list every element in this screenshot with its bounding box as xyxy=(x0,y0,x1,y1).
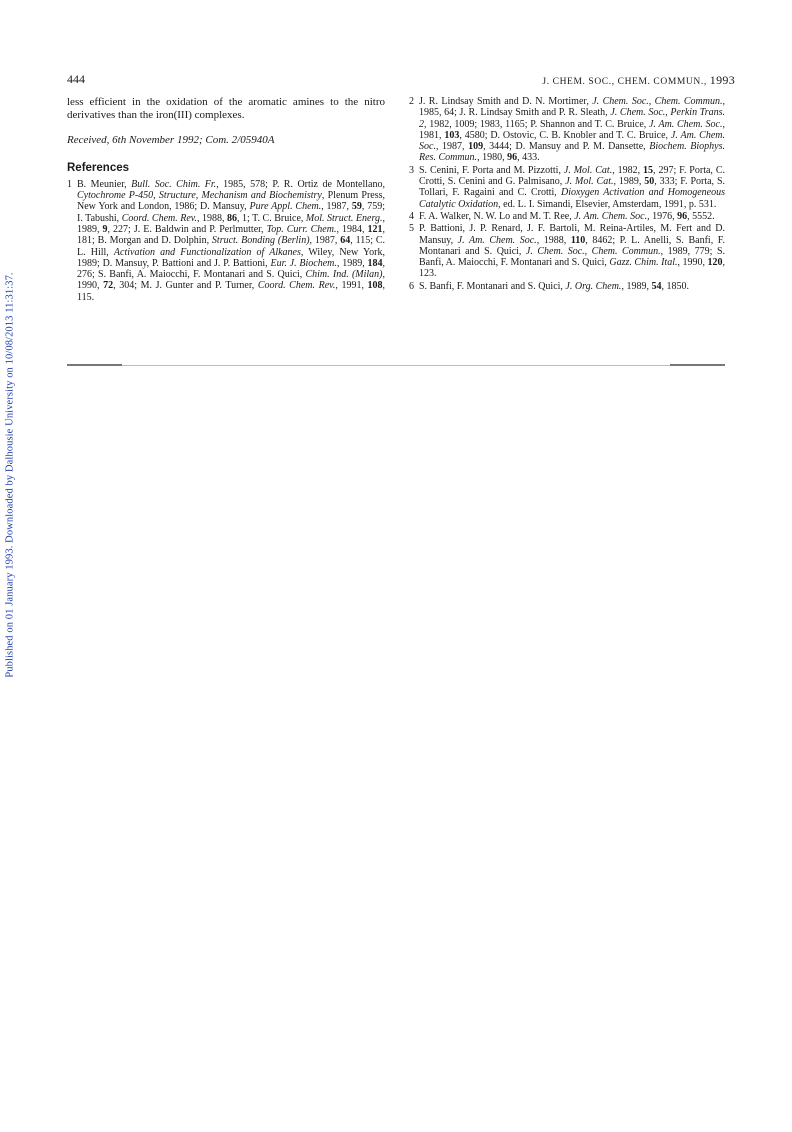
journal-title: J. Chem. Soc., Chem. Commun. xyxy=(592,96,723,107)
page-number: 444 xyxy=(67,72,85,86)
journal-title: J. Am. Chem. Soc. xyxy=(648,118,723,130)
reference-text: , 1982, 1009; 1983, 1165; P. Shannon and T. C. Bruice, xyxy=(424,118,649,130)
journal-title: J. Am. Chem. Soc. xyxy=(574,210,648,222)
journal-title: J. Chem. Soc., Perkin Trans. 2 xyxy=(419,107,726,130)
volume-number: 103 xyxy=(444,129,460,141)
rule-mark-left xyxy=(67,364,122,366)
journal-title: Biochem. Biophys. Res. Commun. xyxy=(419,141,725,164)
reference-text: , 1; T. C. Bruice, xyxy=(237,212,306,224)
reference-text: , 115. xyxy=(77,280,386,303)
journal-year: 1993 xyxy=(709,73,735,87)
volume-number: 59 xyxy=(351,201,362,213)
reference-item xyxy=(409,96,725,164)
reference-text: , 759; I. Tabushi, xyxy=(77,201,385,224)
journal-title: Eur. J. Biochem. xyxy=(270,257,337,269)
reference-text: , 1989, xyxy=(336,257,368,269)
volume-number: 72 xyxy=(103,280,114,292)
journal-title: Struct. Bonding (Berlin) xyxy=(211,235,310,247)
volume-number: 121 xyxy=(367,223,383,235)
reference-text: P. Battioni, J. P. Renard, J. F. Bartoli, M. Reina-Artiles, M. Fert and D. Mansuy, xyxy=(419,223,725,246)
reference-item xyxy=(409,223,725,279)
reference-text: , 1984, xyxy=(336,223,368,235)
journal-title: J. Am. Chem. Soc. xyxy=(419,129,726,153)
reference-text: , 1991, xyxy=(335,280,368,292)
volume-number: 54 xyxy=(651,280,662,292)
journal-title: Gazz. Chim. Ital. xyxy=(609,257,678,269)
reference-text: , 1989, xyxy=(613,176,645,188)
volume-number: 86 xyxy=(227,212,238,224)
reference-text: B. Meunier, xyxy=(77,178,132,190)
reference-text: , 1987, xyxy=(309,235,341,247)
reference-item xyxy=(409,165,725,210)
volume-number: 15 xyxy=(643,164,654,176)
volume-number: 110 xyxy=(570,234,586,246)
reference-text: , ed. L. I. Simandi, Elsevier, Amsterdam, 1991, p. 531. xyxy=(498,198,717,210)
reference-number: 4 xyxy=(409,210,414,222)
reference-text: , 227; J. E. Baldwin and P. Perlmutter, xyxy=(107,223,267,235)
volume-number: 108 xyxy=(367,280,383,292)
reference-text: , 5552. xyxy=(687,210,715,222)
download-watermark xyxy=(2,260,18,690)
reference-text: , 304; M. J. Gunter and P. Turner, xyxy=(113,280,258,292)
reference-list-left xyxy=(67,179,385,303)
reference-text: , 1989, xyxy=(77,212,385,235)
journal-title: J. Am. Chem. Soc. xyxy=(457,234,537,246)
reference-text: S. Cenini, F. Porta and M. Pizzotti, xyxy=(419,164,564,176)
reference-text: , 1990, xyxy=(77,269,386,292)
reference-list-right xyxy=(409,96,725,292)
journal-title: Cytochrome P-450, Structure, Mechanism and Biochemistry xyxy=(77,190,322,202)
reference-text: , 1976, xyxy=(647,210,678,222)
journal-title: Coord. Chem. Rev. xyxy=(257,280,336,292)
reference-text: , 115; C. L. Hill, xyxy=(77,235,385,258)
reference-text: , 1980, xyxy=(477,152,508,164)
reference-text: F. A. Walker, N. W. Lo and M. T. Ree, xyxy=(419,210,575,222)
reference-text: , 333; F. Porta, S. Tollari, F. Ragaini and C. Crotti, xyxy=(419,176,725,199)
reference-item xyxy=(67,179,385,303)
reference-number: 1 xyxy=(67,178,72,190)
reference-text: , 4580; D. Ostovic, C. B. Knobler and T. C. Bruice, xyxy=(459,129,671,141)
reference-text: , 123. xyxy=(419,257,726,280)
journal-name: J. CHEM. SOC., CHEM. COMMUN., xyxy=(542,77,707,87)
volume-number: 9 xyxy=(102,223,108,235)
reference-text: S. Banfi, F. Montanari and S. Quici, xyxy=(419,280,566,292)
journal-title: Chim. Ind. (Milan) xyxy=(305,269,383,281)
reference-text: , 297; F. Porta, C. Crotti, S. Cenini and G. Palmisano, xyxy=(419,164,725,188)
reference-text: , 1987, xyxy=(321,201,352,213)
running-head xyxy=(542,73,735,88)
journal-title: J. Mol. Cat. xyxy=(563,164,613,176)
journal-title: J. Org. Chem. xyxy=(565,280,622,292)
reference-text: , 1988, xyxy=(536,234,571,246)
journal-title: Top. Curr. Chem. xyxy=(266,223,337,235)
right-column xyxy=(409,96,725,293)
reference-item xyxy=(409,281,725,292)
reference-number: 5 xyxy=(409,223,414,235)
reference-text: , 1990, xyxy=(677,257,708,269)
left-column xyxy=(67,96,385,304)
end-rule xyxy=(67,365,725,366)
reference-text: , 1985, 64; J. R. Lindsay Smith and P. R. Sleath, xyxy=(419,96,726,119)
reference-text: , 1981, xyxy=(419,118,725,141)
reference-text: , 1850. xyxy=(661,280,689,292)
body-paragraph: less efficient in the oxidation of the aromatic amines to the nitro derivatives than the iron(III) complexes. xyxy=(67,96,385,121)
volume-number: 96 xyxy=(507,152,518,164)
reference-text: J. R. Lindsay Smith and D. N. Mortimer, xyxy=(419,96,593,107)
journal-title: J. Chem. Soc., Chem. Commun. xyxy=(525,245,661,257)
volume-number: 120 xyxy=(707,257,723,269)
reference-text: , 1988, xyxy=(197,212,228,224)
reference-text: , 276; S. Banfi, A. Maiocchi, F. Montanari and S. Quici, xyxy=(77,257,385,281)
reference-text: , Plenum Press, New York and London, 1986; D. Mansuy, xyxy=(77,190,386,213)
volume-number: 184 xyxy=(367,257,383,269)
volume-number: 64 xyxy=(340,235,351,247)
journal-title: Bull. Soc. Chim. Fr. xyxy=(131,178,217,190)
journal-title: Activation and Functionalization of Alkanes xyxy=(113,246,301,258)
reference-number: 2 xyxy=(409,96,414,107)
reference-number: 6 xyxy=(409,280,414,292)
journal-title: Coord. Chem. Rev. xyxy=(121,212,197,224)
reference-text: , Wiley, New York, 1989; D. Mansuy, P. Battioni and J. P. Battioni, xyxy=(77,246,386,269)
journal-title: J. Mol. Cat. xyxy=(565,176,614,188)
volume-number: 96 xyxy=(677,210,688,222)
reference-text: , 1989, 779; S. Banfi, A. Maiocchi, F. Montanari and S. Quici, xyxy=(419,245,725,269)
reference-text: , 433. xyxy=(517,152,540,164)
reference-text: , 8462; P. L. Anelli, S. Banfi, F. Montanari and S. Quici, xyxy=(419,234,726,257)
reference-text: , 1989, xyxy=(621,280,652,292)
volume-number: 50 xyxy=(644,176,655,188)
volume-number: 109 xyxy=(468,141,484,153)
reference-item xyxy=(409,211,725,222)
reference-text: , 1982, xyxy=(612,164,644,176)
reference-text: , 181; B. Morgan and D. Dolphin, xyxy=(77,223,386,247)
reference-text: , 1987, xyxy=(435,141,469,153)
reference-number: 3 xyxy=(409,164,414,176)
download-watermark-text: Published on 01 January 1993. Downloaded by Dalhousie University on 10/08/2013 11:31:37. xyxy=(4,272,16,678)
received-line: Received, 6th November 1992; Com. 2/05940A xyxy=(67,134,275,147)
reference-text: , 3444; D. Mansuy and P. M. Dansette, xyxy=(483,141,650,153)
journal-title: Mol. Struct. Energ. xyxy=(305,212,383,224)
journal-title: Pure Appl. Chem. xyxy=(249,201,322,213)
journal-title: Dioxygen Activation and Homogeneous Catalytic Oxidation xyxy=(419,187,725,210)
reference-text: , 1985, 578; P. R. Ortiz de Montellano, xyxy=(216,178,385,190)
references-heading: References xyxy=(67,161,130,174)
rule-mark-right xyxy=(670,364,725,366)
